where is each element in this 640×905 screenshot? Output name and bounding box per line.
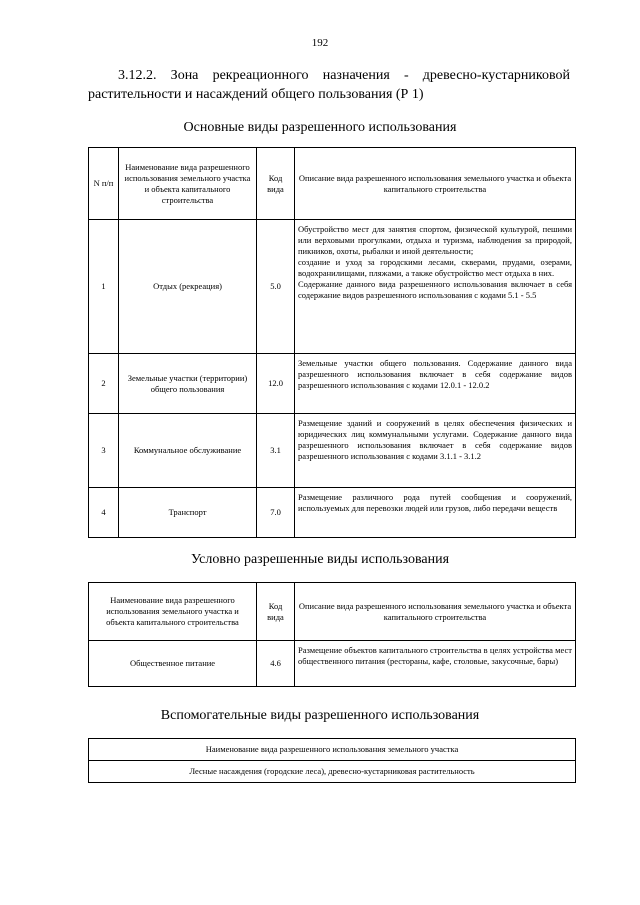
table-row	[89, 354, 576, 414]
table-header-row	[89, 583, 576, 641]
row-desc: Земельные участки общего пользования. Содержание данного вида разрешенного использования включает в себя содержание видов разрешенного использования с кодами 12.0.1 - 12.0.2	[295, 354, 576, 414]
table-header-row	[89, 739, 576, 761]
header-code: Код вида	[257, 148, 295, 220]
table-row	[89, 220, 576, 354]
row-desc	[295, 220, 576, 354]
row-num: 1	[89, 220, 119, 354]
header-name: Наименование вида разрешенного использования земельного участка	[89, 739, 576, 761]
row-code: 12.0	[257, 354, 295, 414]
header-desc: Описание вида разрешенного использования земельного участка и объекта капитального строительства	[295, 148, 576, 220]
header-code: Код вида	[257, 583, 295, 641]
row-code: 4.6	[257, 641, 295, 687]
table-row	[89, 761, 576, 783]
desc-paragraph: создание и уход за городскими лесами, скверами, прудами, озерами, водохранилищами, пляжами, а также обустройство мест отдыха в них.	[298, 257, 572, 278]
row-name: Транспорт	[119, 488, 257, 538]
row-desc: Размещение объектов капитального строительства в целях устройства мест общественного питания (рестораны, кафе, столовые, закусочные, бары)	[295, 641, 576, 687]
table-header-row	[89, 148, 576, 220]
row-desc: Размещение различного рода путей сообщения и сооружений, используемых для перевозки людей или грузов, либо передачи веществ	[295, 488, 576, 538]
main-uses-title: Основные виды разрешенного использования	[183, 120, 457, 135]
desc-paragraph: Содержание данного вида разрешенного использования включает в себя содержание видов разрешенного использования с кодами 5.1 - 5.5	[298, 279, 572, 300]
row-name: Лесные насаждения (городские леса), древесно-кустарниковая растительность	[89, 761, 576, 783]
auxiliary-uses-title: Вспомогательные виды разрешенного использования	[160, 708, 480, 723]
row-name: Коммунальное обслуживание	[119, 414, 257, 488]
page-number: 192	[311, 37, 329, 49]
header-name: Наименование вида разрешенного использования земельного участка и объекта капитального строительства	[119, 148, 257, 220]
row-name: Земельные участки (территории) общего пользования	[119, 354, 257, 414]
header-name: Наименование вида разрешенного использования земельного участка и объекта капитального строительства	[89, 583, 257, 641]
row-code: 7.0	[257, 488, 295, 538]
conditional-uses-title: Условно разрешенные виды использования	[190, 552, 450, 567]
row-name: Общественное питание	[89, 641, 257, 687]
header-desc: Описание вида разрешенного использования земельного участка и объекта капитального строительства	[295, 583, 576, 641]
row-num: 4	[89, 488, 119, 538]
header-num: N п/п	[89, 148, 119, 220]
row-desc: Размещение зданий и сооружений в целях обеспечения физических и юридических лиц коммунальными услугами. Содержание данного вида разрешенного использования включает в себя содержание видов разрешенного использования с кодами 3.1.1 - 3.1.2	[295, 414, 576, 488]
row-num: 3	[89, 414, 119, 488]
main-uses-table	[88, 147, 576, 538]
table-row	[89, 488, 576, 538]
conditional-uses-table	[88, 582, 576, 687]
desc-paragraph: Обустройство мест для занятия спортом, физической культурой, пешими или верховыми прогулками, отдыха и туризма, наблюдения за природой, пикников, охоты, рыбалки и иной деятельности;	[298, 224, 572, 256]
row-code: 5.0	[257, 220, 295, 354]
auxiliary-uses-table	[88, 738, 576, 783]
table-row	[89, 414, 576, 488]
row-code: 3.1	[257, 414, 295, 488]
row-num: 2	[89, 354, 119, 414]
section-heading: 3.12.2. Зона рекреационного назначения - древесно-кустарниковой растительности и насаждений общего пользования (Р 1)	[88, 68, 570, 102]
row-name: Отдых (рекреация)	[119, 220, 257, 354]
table-row	[89, 641, 576, 687]
